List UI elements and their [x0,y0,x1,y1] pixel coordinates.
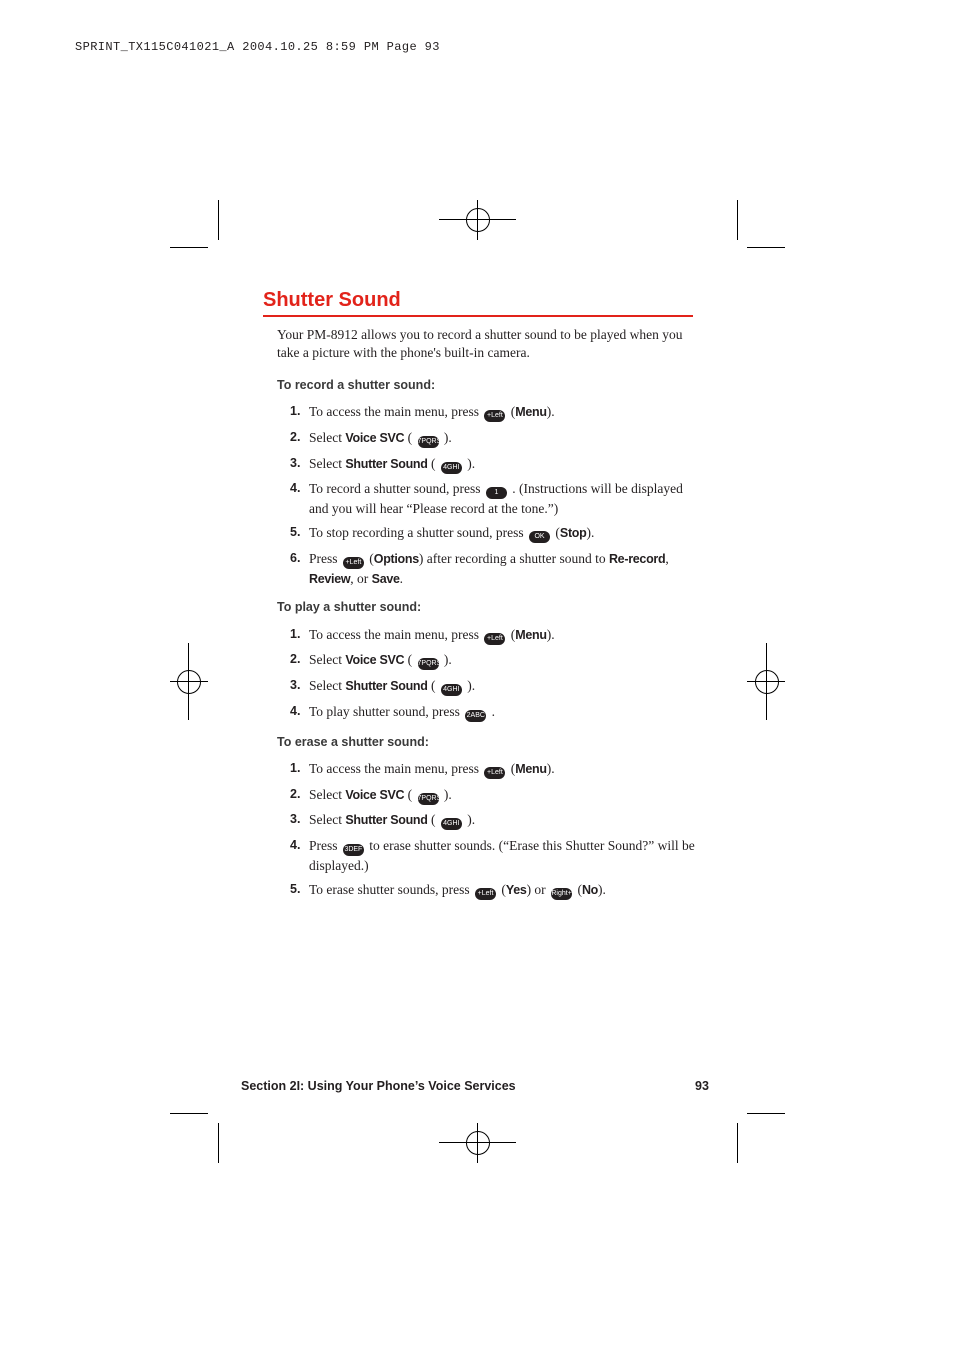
step-text-run: , or [350,571,372,586]
step-text-run: ( [427,678,439,693]
step-item [290,523,695,543]
step-text-run: to erase shutter sounds. (“Erase this Shutter Sound?” will be displayed.) [309,838,695,873]
step-text-run: ( [552,525,560,540]
menu-option-label: Shutter Sound [345,813,428,827]
print-slug: SPRINT_TX115C041021_A 2004.10.25 8:59 PM Page 93 [75,40,440,54]
step-text-run: ( [404,652,416,667]
step-number: 5. [290,525,301,539]
step-text-run: ). [586,525,595,540]
menu-option-label: Stop [559,526,587,540]
step-text [309,650,695,670]
step-item [290,880,695,900]
step-text-run: Press [309,551,341,566]
section-heading: To record a shutter sound: [277,378,436,392]
step-text-run: ). [463,456,476,471]
step-text-run: Select [309,678,346,693]
step-text-run: ). [546,627,555,642]
step-number: 1. [290,761,301,775]
step-text-run: To access the main menu, press [309,627,483,642]
step-text [309,759,695,779]
step-text-run: ). [546,404,555,419]
phone-key-icon: 4GHI [441,462,462,474]
phone-key-icon: 7PQRS [418,436,439,448]
step-number: 2. [290,430,301,444]
step-text [309,454,695,474]
step-item [290,454,695,474]
menu-option-label: Save [371,572,400,586]
menu-option-label: Re-record [608,552,666,566]
step-item [290,549,695,589]
step-text-run: . (Instructions will be displayed and you will hear “Please record at the tone.”) [309,481,683,516]
menu-option-label: Menu [515,762,547,776]
phone-key-icon: +Left [484,633,505,645]
step-text [309,785,695,805]
step-item [290,402,695,422]
phone-key-icon: 4GHI [441,684,462,696]
step-text-run: To access the main menu, press [309,404,483,419]
step-text-run: ( [507,404,516,419]
step-item [290,702,695,722]
page-title: Shutter Sound [263,287,693,317]
step-item [290,650,695,670]
step-number: 2. [290,787,301,801]
phone-key-icon: 7PQRS [418,658,439,670]
step-item [290,836,695,875]
step-number: 4. [290,838,301,852]
phone-key-icon: +Left [343,557,364,569]
step-item [290,810,695,830]
step-text [309,702,695,722]
menu-option-label: Voice SVC [345,431,405,445]
step-item [290,625,695,645]
menu-option-label: Shutter Sound [345,679,428,693]
intro-paragraph: Your PM-8912 allows you to record a shutter sound to be played when you take a picture with the phone's built-in camera. [277,327,683,360]
step-text [309,402,695,422]
step-text-run: Press [309,838,341,853]
step-text-run: . [399,571,404,586]
step-text-run: ( [404,430,416,445]
step-text [309,523,695,543]
step-text [309,676,695,696]
step-text-run: Select [309,652,346,667]
step-text-run: ( [427,812,439,827]
step-number: 4. [290,481,301,495]
step-text-run: ( [404,787,416,802]
section-heading: To erase a shutter sound: [277,735,429,749]
step-number: 6. [290,551,301,565]
step-text-run: ). [463,678,476,693]
step-text-run: Select [309,430,346,445]
step-text-run: To access the main menu, press [309,761,483,776]
step-text-run: ). [463,812,476,827]
phone-key-icon: 3DEF [343,844,364,856]
step-number: 3. [290,456,301,470]
step-text [309,479,695,518]
step-text-run: . [488,704,496,719]
step-text [309,810,695,830]
page-number: 93 [695,1079,709,1093]
step-text [309,836,695,875]
step-text-run: To stop recording a shutter sound, press [309,525,528,540]
step-text-run: ). [598,882,606,897]
menu-option-label: Review [309,572,351,586]
step-text-run: Select [309,787,346,802]
step-text-run: ) or [526,882,550,897]
menu-option-label: Voice SVC [345,653,405,667]
step-text-run: ). [440,652,452,667]
step-number: 3. [290,678,301,692]
phone-key-icon: +Left [484,767,505,779]
step-text-run: Select [309,812,346,827]
step-number: 3. [290,812,301,826]
step-number: 4. [290,704,301,718]
phone-key-icon: 7PQRS [418,793,439,805]
step-number: 1. [290,627,301,641]
step-text-run: ( [427,456,439,471]
footer-section-title: Section 2I: Using Your Phone’s Voice Services [241,1079,516,1093]
phone-key-icon: 2ABC [465,710,486,722]
phone-key-icon: Right+ [551,888,572,900]
step-number: 2. [290,652,301,666]
step-text-run: , [665,551,669,566]
step-text [309,549,695,589]
menu-option-label: Menu [515,628,547,642]
step-item [290,785,695,805]
step-text-run: Select [309,456,346,471]
step-item [290,676,695,696]
step-item [290,759,695,779]
phone-key-icon: +Left [484,410,505,422]
step-text-run: ). [546,761,555,776]
step-text-run: ( [498,882,506,897]
step-text-run: ). [440,787,452,802]
menu-option-label: Voice SVC [345,788,405,802]
menu-option-label: Menu [515,405,547,419]
step-text-run: To erase shutter sounds, press [309,882,474,897]
step-text-run: To record a shutter sound, press [309,481,484,496]
phone-key-icon: 4GHI [441,818,462,830]
step-text [309,880,695,900]
step-text-run: ( [507,761,516,776]
step-number: 1. [290,404,301,418]
phone-key-icon: 1 [486,487,507,499]
section-heading: To play a shutter sound: [277,600,422,614]
step-item [290,479,695,518]
step-text-run: ( [507,627,516,642]
menu-option-label: Yes [505,883,527,897]
step-text-run: To play shutter sound, press [309,704,464,719]
step-item [290,428,695,448]
step-text-run: ( [365,551,374,566]
menu-option-label: No [581,883,599,897]
step-text [309,625,695,645]
step-number: 5. [290,882,301,896]
phone-key-icon: OK [529,531,550,543]
step-text-run: ) after recording a shutter sound to [418,551,609,566]
step-text-run: ( [574,882,582,897]
step-text-run: ). [440,430,452,445]
phone-key-icon: +Left [475,888,496,900]
menu-option-label: Shutter Sound [345,457,428,471]
menu-option-label: Options [373,552,419,566]
step-text [309,428,695,448]
